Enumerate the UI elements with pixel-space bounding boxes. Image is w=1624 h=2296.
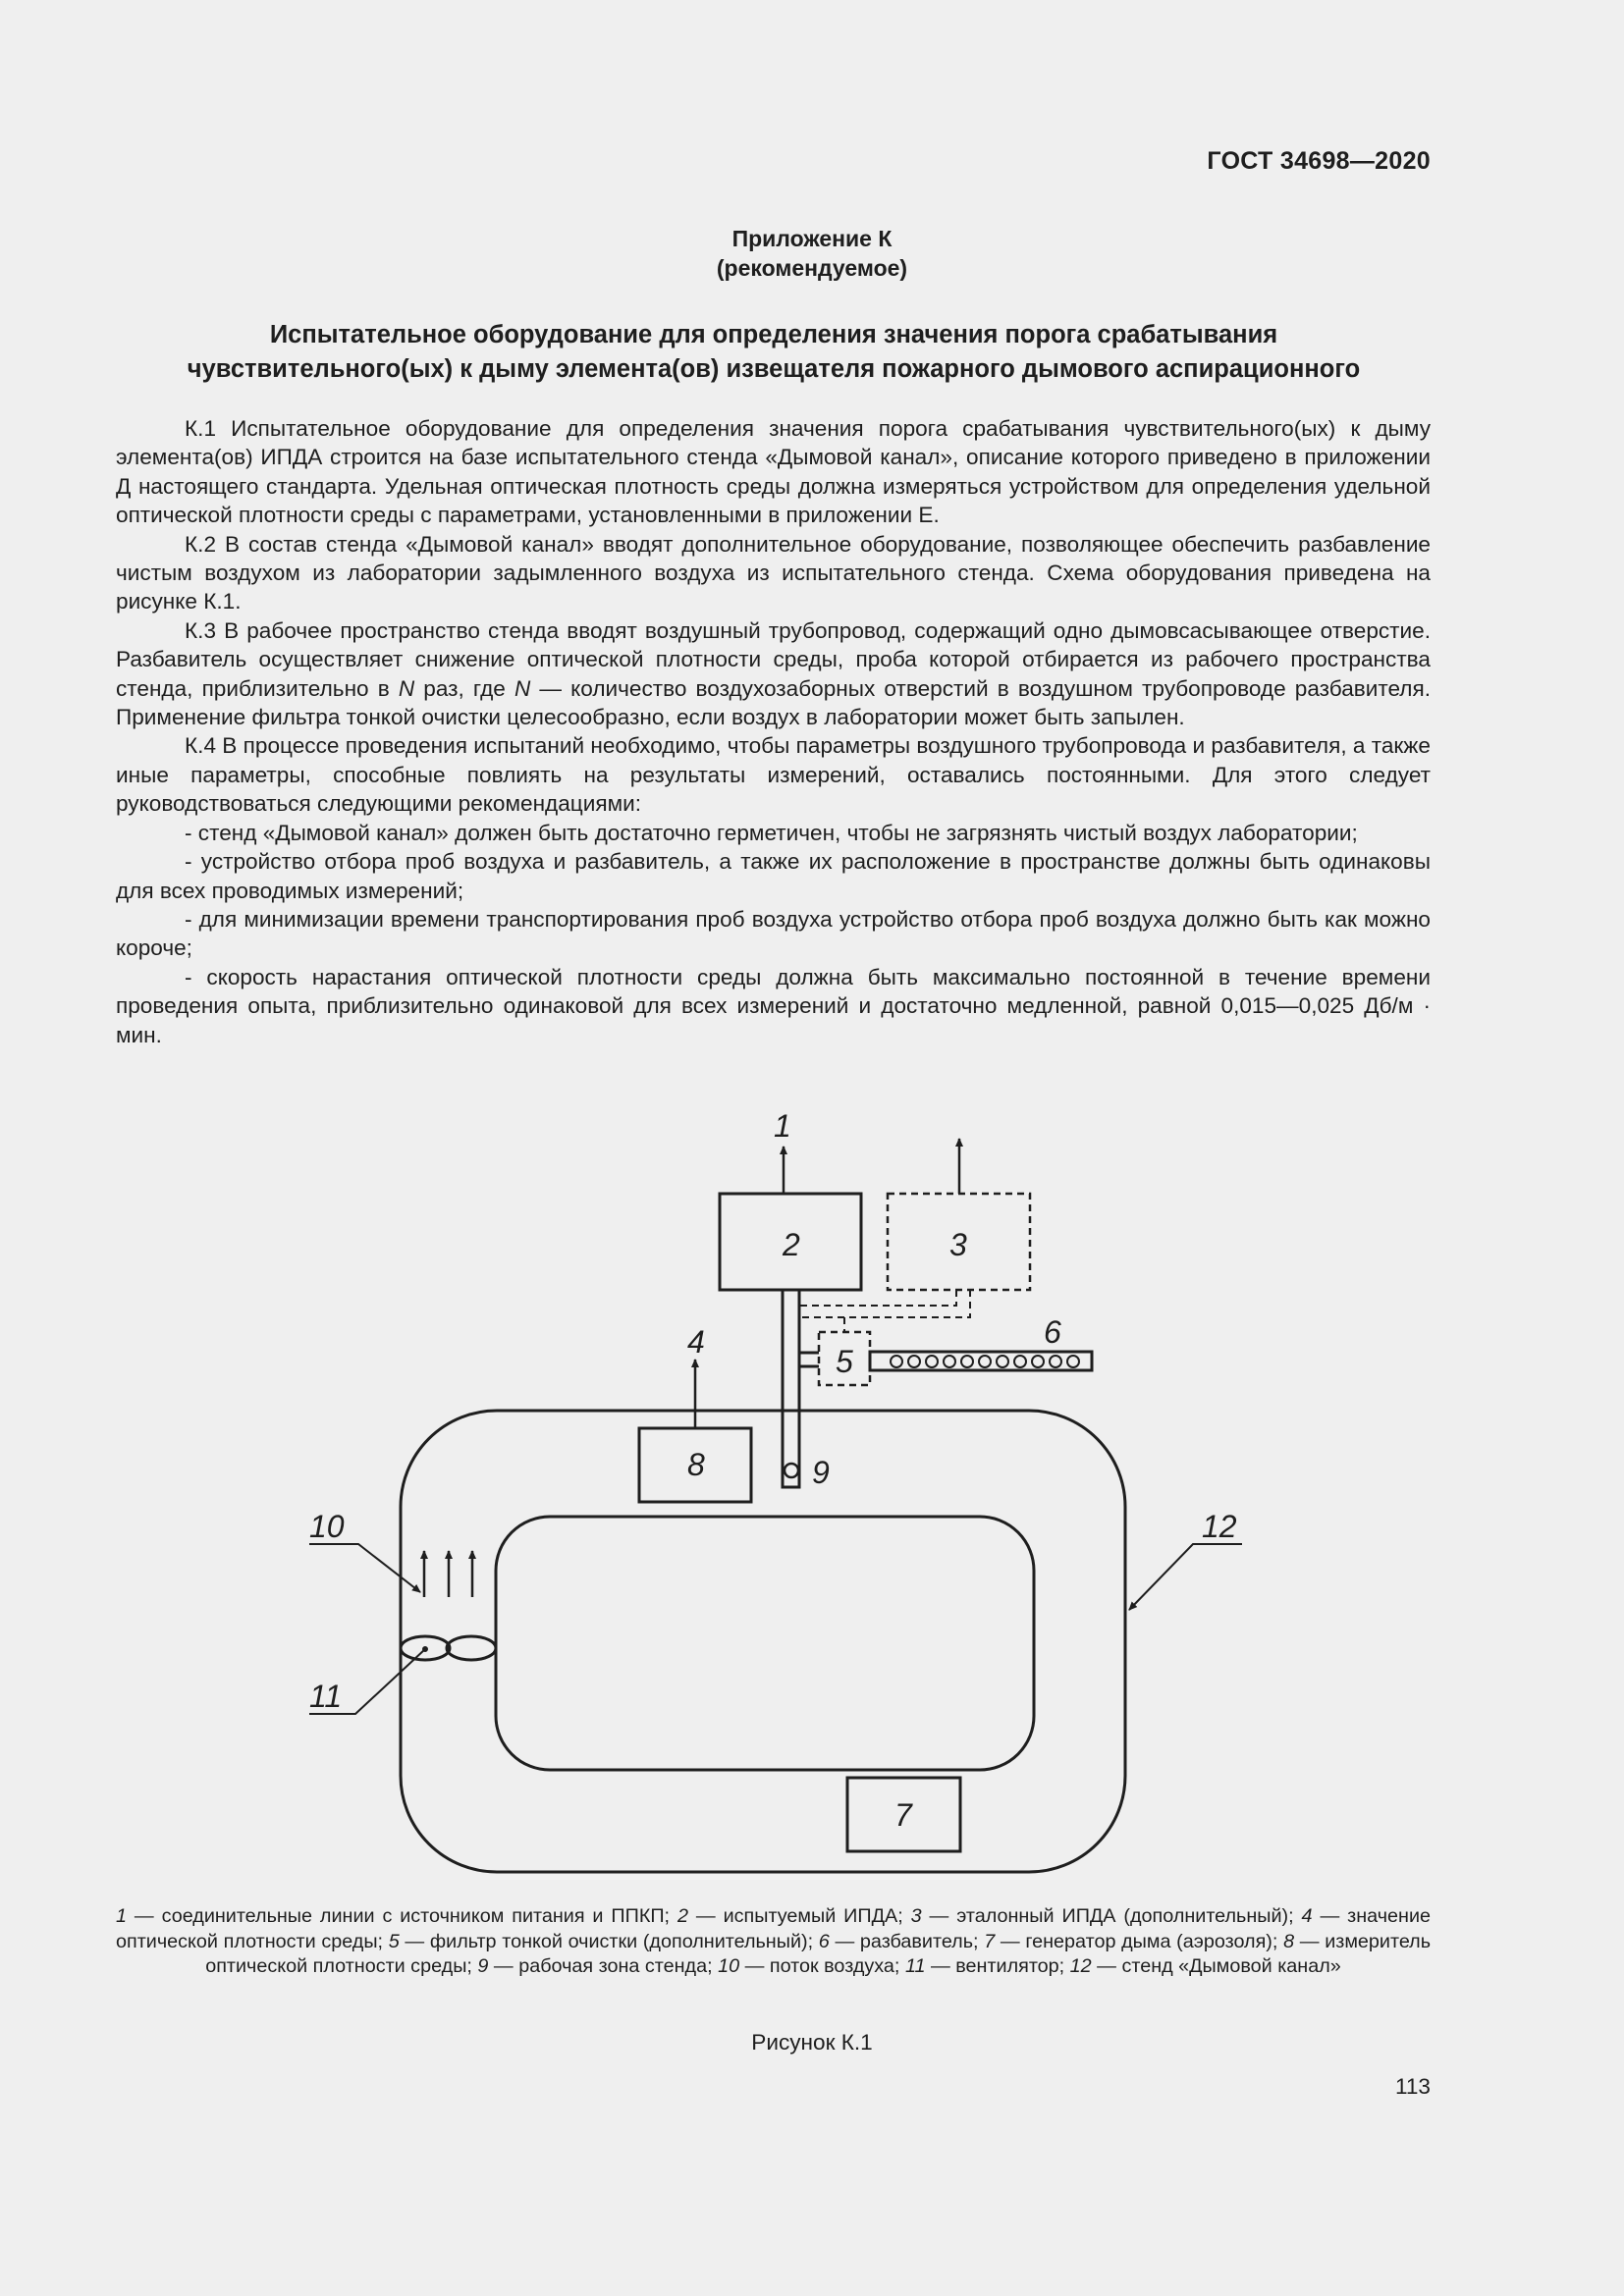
diluter-hole: [961, 1356, 973, 1367]
leader-12: [1129, 1544, 1242, 1610]
paragraph-k3: [116, 616, 1431, 732]
sampling-hole-9: [785, 1464, 798, 1477]
diluter-hole: [997, 1356, 1008, 1367]
page-number: 113: [1394, 2074, 1431, 2099]
legend-text: — фильтр тонкой очистки (дополнительный);: [399, 1930, 819, 1952]
list-item: - для минимизации времени транспортирования проб воздуха устройство отбора проб воздуха должно быть как можно короче;: [116, 906, 1431, 961]
legend-text: — испытуемый ИПДА;: [687, 1905, 911, 1927]
pipe-branch: [799, 1353, 819, 1366]
figure-k1-diagram: [0, 1099, 1624, 1885]
legend-number: 9: [477, 1955, 489, 1977]
legend-text: — разбавитель;: [829, 1930, 985, 1952]
diluter-hole: [926, 1356, 938, 1367]
paragraph-k1: К.1 Испытательное оборудование для определения значения порога срабатывания чувствительного(ых) к дыму элемента(ов) ИПДА строится на базе испытательного стенда «Дымовой канал», описание которого приведено в приложении Д настоящего стандарта. Удельная оптическая плотность среды должна измеряться устройством для определения удельной оптической плотности среды с параметрами, установленными в приложении Е.: [116, 416, 1431, 528]
label-number-8: 8: [687, 1447, 705, 1482]
diluter-hole: [1032, 1356, 1044, 1367]
label-number-11: 11: [309, 1679, 343, 1714]
appendix-title: Приложение К: [731, 226, 893, 251]
legend-text: — рабочая зона стенда;: [488, 1955, 719, 1977]
legend-text: — значение оптической плотности среды;: [116, 1905, 1431, 1952]
body-text: [116, 414, 1431, 1049]
legend-number: 3: [910, 1905, 922, 1927]
leader-11-dot: [423, 1647, 427, 1651]
leader-10: [309, 1544, 420, 1592]
legend-text: — поток воздуха;: [739, 1955, 905, 1977]
k3-part-c: — количество воздухозаборных отверстий в воздушном трубопроводе разбавителя. Применение фильтра тонкой очистки целесообразно, если воздух в лаборатории может быть запылен.: [116, 675, 1431, 730]
legend-number: 11: [904, 1955, 926, 1977]
air-pipe: [783, 1290, 799, 1487]
legend-number: 12: [1069, 1955, 1092, 1977]
heading-line-1: Испытательное оборудование для определения значения порога срабатывания: [269, 321, 1278, 348]
stand-inner-core: [496, 1517, 1034, 1770]
diluter-hole: [1067, 1356, 1079, 1367]
figure-legend: [116, 1904, 1431, 1980]
label-number-10: 10: [309, 1509, 345, 1544]
appendix-heading: [116, 318, 1432, 387]
label-number-5: 5: [836, 1344, 853, 1379]
legend-text: — эталонный ИПДА (дополнительный);: [921, 1905, 1302, 1927]
k3-n-variable: N: [514, 675, 531, 701]
label-number-4: 4: [687, 1324, 705, 1360]
label-number-12: 12: [1202, 1509, 1237, 1544]
diluter-hole: [1050, 1356, 1061, 1367]
stand-outer-wall: [401, 1411, 1125, 1872]
legend-number: 1: [116, 1905, 128, 1927]
legend-text: — стенд «Дымовой канал»: [1091, 1955, 1341, 1977]
legend-text: — измеритель оптической плотности среды;: [205, 1930, 1432, 1977]
label-number-2: 2: [783, 1227, 800, 1262]
legend-number: 8: [1283, 1930, 1295, 1952]
dashed-link-3: [799, 1290, 970, 1332]
list-item: - скорость нарастания оптической плотности среды должна быть максимально постоянной в течение времени проведения опыта, приблизительно одинаковой для всех измерений и достаточно медленной, равной 0,015—0,025 Дб/м · мин.: [116, 964, 1431, 1047]
label-number-1: 1: [774, 1108, 791, 1144]
legend-number: 6: [818, 1930, 830, 1952]
legend-number: 7: [984, 1930, 996, 1952]
list-item: - устройство отбора проб воздуха и разбавитель, а также их расположение в пространстве должны быть одинаковы для всех проводимых измерений;: [116, 849, 1431, 903]
legend-text: — вентилятор;: [925, 1955, 1070, 1977]
list-item: - стенд «Дымовой канал» должен быть достаточно герметичен, чтобы не загрязнять чистый воздух лаборатории;: [185, 820, 1358, 845]
diluter-hole: [891, 1356, 902, 1367]
legend-number: 5: [388, 1930, 400, 1952]
diluter-hole: [944, 1356, 955, 1367]
figure-caption: Рисунок К.1: [751, 2030, 873, 2055]
k3-n-variable: N: [398, 675, 415, 701]
label-number-9: 9: [812, 1455, 830, 1490]
fan-11-blade: [447, 1636, 496, 1660]
legend-number: 10: [718, 1955, 740, 1977]
paragraph-k4: К.4 В процессе проведения испытаний необходимо, чтобы параметры воздушного трубопровода и разбавителя, а также иные параметры, способные повлиять на результаты измерений, оставались постоянными. Для этого следует руководствоваться следующими рекомендациями:: [116, 733, 1431, 817]
k3-part-b: раз, где: [414, 675, 514, 701]
legend-number: 2: [677, 1905, 688, 1927]
diluter-hole: [1014, 1356, 1026, 1367]
label-number-3: 3: [949, 1227, 967, 1262]
label-number-7: 7: [894, 1797, 912, 1833]
legend-text: — генератор дыма (аэрозоля);: [995, 1930, 1284, 1952]
k3-part-a: К.3 В рабочее пространство стенда вводят воздушный трубопровод, содержащий одно дымовсасывающее отверстие. Разбавитель осуществляет снижение оптической плотности среды, проба которой отбирается из рабочего пространства стенда, приблизительно в: [116, 617, 1431, 701]
standard-number: ГОСТ 34698—2020: [1207, 147, 1431, 175]
heading-line-2: чувствительного(ых) к дыму элемента(ов) извещателя пожарного дымового аспирационного: [187, 355, 1361, 383]
appendix-status: (рекомендуемое): [716, 255, 908, 281]
legend-text: — соединительные линии с источником питания и ППКП;: [127, 1905, 677, 1927]
label-number-6: 6: [1044, 1314, 1061, 1350]
diluter-hole: [908, 1356, 920, 1367]
paragraph-k2: К.2 В состав стенда «Дымовой канал» вводят дополнительное оборудование, позволяющее обеспечить разбавление чистым воздухом из лаборатории задымленного воздуха из испытательного стенда. Схема оборудования приведена на рисунке К.1.: [116, 531, 1431, 614]
legend-number: 4: [1301, 1905, 1313, 1927]
diluter-hole: [979, 1356, 991, 1367]
